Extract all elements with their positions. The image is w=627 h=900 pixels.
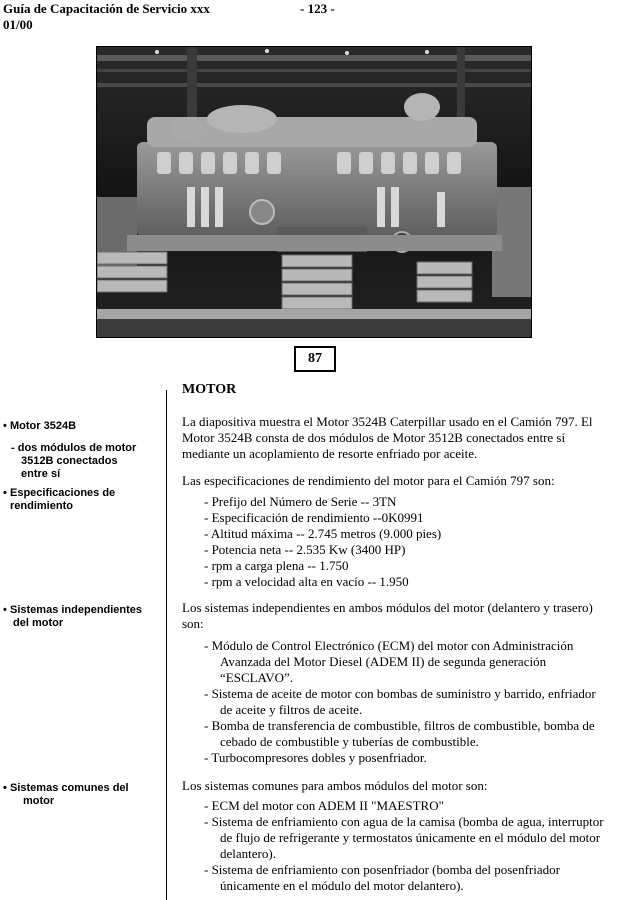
list-item: - Sistema de enfriamiento con posenfriador (bomba del posenfriador únicamente en el módulo del motor delantero). <box>204 862 560 893</box>
engine-photo <box>96 46 532 338</box>
page-number: - 123 - <box>300 1 335 16</box>
column-divider <box>166 390 167 900</box>
sidebar-note-independent: • Sistemas independientes del motor <box>3 604 143 629</box>
list-item: - Especificación de rendimiento --0K0991 <box>204 510 424 525</box>
list-item: - ECM del motor con ADEM II "MAESTRO" <box>204 798 444 813</box>
common-list <box>204 798 626 894</box>
list-item: - Prefijo del Número de Serie -- 3TN <box>204 494 397 509</box>
list-item: - Sistema de enfriamiento con agua de la camisa (bomba de agua, interruptor de flujo de refrigerante y termostatos únicamente en el módulo del motor delantero). <box>204 814 604 861</box>
list-item: - Turbocompresores dobles y posenfriador. <box>204 750 427 765</box>
guide-title: Guía de Capacitación de Servicio xxx <box>3 1 210 16</box>
section-title: MOTOR <box>182 382 237 397</box>
list-item: - Bomba de transferencia de combustible, filtros de combustible, bomba de cebado de combustible y tuberías de combustible. <box>204 718 595 749</box>
independent-intro: Los sistemas independientes en ambos módulos del motor (delantero y trasero) son: <box>182 600 593 631</box>
sidebar-note-motor: • Motor 3524B <box>3 420 77 432</box>
list-item: - Módulo de Control Electrónico (ECM) del motor con Administración Avanzada del Motor Diesel (ADEM II) de segunda generación “ESCLAVO”. <box>204 638 574 685</box>
specs-intro: Las especificaciones de rendimiento del motor para el Camión 797 son: <box>182 473 555 488</box>
list-item: - rpm a carga plena -- 1.750 <box>204 558 349 573</box>
sidebar-note-specs: • Especificaciones de rendimiento <box>3 487 116 512</box>
guide-date: 01/00 <box>3 17 33 32</box>
intro-paragraph: La diapositiva muestra el Motor 3524B Caterpillar usado en el Camión 797. El Motor 3524B consta de dos módulos de Motor 3512B conectados entre sí mediante un acoplamiento de resorte enfriado por aceite. <box>182 414 593 461</box>
independent-list <box>204 638 626 766</box>
sidebar-note-common: • Sistemas comunes del motor <box>3 782 129 807</box>
slide-number: 87 <box>294 346 336 372</box>
page-header <box>3 1 210 33</box>
sidebar-note-modules: - dos módulos de motor 3512B conectados entre sí <box>11 442 137 480</box>
specs-list <box>204 494 626 590</box>
list-item: - Potencia neta -- 2.535 Kw (3400 HP) <box>204 542 406 557</box>
list-item: - rpm a velocidad alta en vacío -- 1.950 <box>204 574 409 589</box>
list-item: - Altitud máxima -- 2.745 metros (9.000 pies) <box>204 526 442 541</box>
common-intro: Los sistemas comunes para ambos módulos del motor son: <box>182 778 488 793</box>
list-item: - Sistema de aceite de motor con bombas de suministro y barrido, enfriador de aceite y filtros de aceite. <box>204 686 596 717</box>
